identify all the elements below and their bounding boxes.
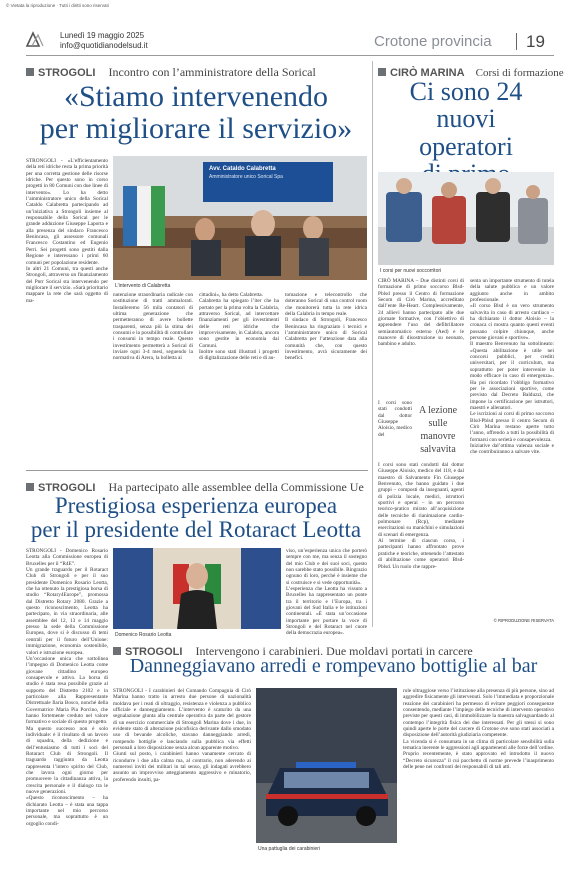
sorical-headline-line2: per migliorare il servizio» bbox=[39, 111, 353, 145]
sorical-column-2: nutenzione straordinaria radicale con sostituzione di tratti ammalorati. Installeremo 56 mila contatori di ultima generazione che permetteranno di avere bollette trasparenti, senza più la stima dei consumi e la possibilità di controllare i consumi in tempo reale. Questo investimento permetterà a Sorical di inviare ogni 3-4 mesi, seguendo la normativa di Arera, la bolletta ai bbox=[113, 292, 193, 362]
section-square-icon bbox=[113, 647, 121, 655]
section-square-icon bbox=[26, 483, 34, 491]
carabinieri-column-2: role oltraggiose verso l’istituzione alla presenza di più persone, sino ad aggredire fisicamente gli intervenuti. Solo l’immediata e proporzionale reazione dei carabinieri ha permesso di evitare peggiori conseguenze consentendo, mediante l’impiego delle tecniche di intervento operativo previste per questi casi, di immobilizzare la maestra salvaguardando al contempo l’integrità fisica dei due interessati. Per gli stessi si sono quindi aperte le porte del carcere di Crotone ove sono stati associati a disposizione dell’autorità giudiziaria competente. La vicenda si è consumata in un clima di particolare sensibilità sulla tematica inerente le aggressioni agli appartenenti alle forze dell’ordine. Proprio recentemente, è stato approvato ed introdotto il nuovo “Decreto sicurezza” il cui pacchetto di norme prevede l’inasprimento delle pene nei confronti dei responsabili di tali atti. bbox=[403, 688, 554, 771]
sorical-photo-caption: L’intervento di Calabretta bbox=[115, 283, 171, 289]
banner-name: Avv. Cataldo Calabretta bbox=[209, 166, 276, 172]
header-rule bbox=[26, 55, 554, 56]
section-name: Crotone provincia bbox=[374, 33, 492, 50]
rotaract-tag: STROGOLI bbox=[38, 482, 96, 494]
ciro-photo bbox=[378, 172, 554, 265]
ciro-column-1-bottom: I corsi sono stati condotti dal dottor Giuseppe Aloisio, medico del 118, e dal maestro di Salvamento Fin Giuseppe Benvenuto, che hanno guidato i due gruppi – composti da insegnanti, agenti di polizia locale, medici, istruttori sportivi e operai – in un percorso teorico-pratico mirato all’acquisizione delle tecniche di rianimazione cardio-polmonare (Rcp), mediante esercitazioni su manichini e simulazioni di scenari di emergenza. Al termine di ciascun corso, i partecipanti hanno affrontato prove pratiche e teoriche, ottenendo l’attestato di abilitazione come operatori Blsd-Pblsd. Un ruolo che rappre- bbox=[378, 462, 464, 570]
page-number: 19 bbox=[526, 32, 545, 51]
sorical-bottom-rule bbox=[26, 470, 368, 471]
rotaract-photo bbox=[113, 548, 281, 629]
ciro-tag: CIRÒ MARINA bbox=[390, 67, 465, 79]
carabinieri-photo-caption: Una pattuglia dei carabinieri bbox=[258, 846, 320, 852]
copyright-notice: © Vietata la riproduzione · Tutti i diritti sono riservati bbox=[6, 3, 109, 8]
sorical-subhead: Incontro con l’amministratore della Sorical bbox=[108, 65, 316, 79]
ciro-column-1-narrow: I corsi sono stati condotti dal dottor Giuseppe Aloisio, medico del bbox=[378, 400, 412, 438]
ciro-column-1-top: CIRÒ MARINA – Due distinti corsi di formazione di primo soccorso Blsd-Pblsd presso il Centro di formazione Secom di Cirò Marina, accreditato dall’ente Re-Heart. Complessivamente, 24 allievi hanno partecipato alle due giornate formative, con l’obiettivo di apprendere l’uso del defibrillatore semiautomatico esterno (Aed) e le manovre di disostruzione su neonato, bambino e adulto. bbox=[378, 278, 464, 348]
issue-date: Lunedì 19 maggio 2025 bbox=[60, 31, 145, 40]
ciro-headline-line2: operatori bbox=[419, 131, 513, 161]
ciro-subhead: Corsi di formazione bbox=[475, 67, 564, 79]
ciro-headline-line1: Ci sono 24 nuovi bbox=[409, 77, 523, 134]
sorical-column-1: STRONGOLI - «L’efficientamento della reti idriche resta la prima priorità per una corretta gestione delle risorse idriche. Per questo sono in corso progetti in 80 Comuni con due linee di intervento». Lo ha detto l’amministratore unico della Sorical Cataldo Calabretta partecipando ad un’iniziativa a Strongoli insieme al responsabile della Sorical per le grande adduzione Giuseppe Laporta e alla presenza del sindaco Francesco Benincasa, gli assessore comunali Francesco Costantino ed Eugenio Perri. Sei progetti sono gestiti dalla Regione e interessano i primi 60 comuni per popolazione residente. In altri 21 Comuni, tra questi anche Strongoli, attraverso un finanziamento del Pnrr Sorical sta intervenendo per migliorare il servizio. «Sarà prioritario mappare la rete che sarà oggetto di ma- bbox=[26, 158, 108, 304]
ciro-column-2: senta un importante strumento di tutela della salute pubblica e un valore aggiunto anche in ambito professionale. «Il corso Blsd è un vero strumento salvavita in caso di arresto cardiaco – ha dichiarato il dottor Aloisio – la cronaca ci mostra quanto questi eventi possano colpire chiunque, anche persone giovani e sportive». Il maestro Benvenuto ha sottolineato: «Questa abilitazione è utile nei concorsi pubblici, per crediti universitari, per il curriculum, ma soprattutto per poter intervenire in modo efficace in caso di emergenza». Ha poi ricordato l’obbligo formativo per le associazioni sportive, come previsto dal Decreto Balduzzi, che impone la certificazione per istruttori, maestri e allenatori. Le iscrizioni ai corsi di primo soccorso Blsd-Pblsd presso il centro Secom di Cirò Marina restano aperte tutto l’anno, offrendo a tutti la possibilità di formarsi con serietà e consapevolezza. Iniziative dal’ottima valenza sociale e che contribuiranno a salvare vite. bbox=[470, 278, 554, 456]
carabinieri-headline: Danneggiavano arredi e rompevano bottiglie al bar bbox=[129, 655, 538, 677]
sorical-tag: STROGOLI bbox=[38, 67, 96, 79]
rotaract-column-2: viso, un’esperienza unica che porterò sempre con me, ma senza il sostegno del mio Club e dei suoi soci, questo non sarebbe stato possibile. Ringrazio ognuno di loro, perché è insieme che si costruisce e si vede opportunità». L’esperienza che Leotta ha vissuto a Bruxelles ha rappresentato un ponte tra il territorio e l’Europa, tra i giovani del Sud Italia e le istituzioni continentali. «È stata un’occasione importante per portare la voce di Strongoli e del Rotaract nel cuore della democrazia europea». bbox=[286, 548, 367, 637]
rotaract-headline-line2: per il presidente del Rotaract Leotta bbox=[30, 517, 362, 543]
ciro-photo-caption: I corsi per nuovi soccorritori bbox=[380, 268, 442, 274]
section-square-icon bbox=[26, 68, 34, 76]
ciro-pullquote: A lezione sulle manovre salvavita bbox=[418, 405, 458, 455]
rotaract-headline-line1: Prestigiosa esperienza europea bbox=[54, 493, 338, 518]
carabinieri-subhead: Intervengono i carabinieri. Due moldavi portati in carcere bbox=[195, 644, 473, 658]
sorical-headline-line1: «Stiamo intervenendo bbox=[63, 80, 329, 113]
vertical-divider bbox=[372, 61, 373, 627]
section-square-icon bbox=[378, 68, 386, 76]
sorical-headline bbox=[26, 81, 366, 144]
sorical-kicker bbox=[26, 61, 316, 80]
sorical-column-4: tomazione e telecontrollo che doteranno Sorical di una control room che monitorerà tutta la rete idrica della Calabria in tempo reale. Il sindaco di Strongoli, Francesco Benincasa ha ringraziato i tecnici e l’amministratore unico di Sorical Calabretta per l’attenzione data alla comunità che, con questo investimento, avrà sicuramente dei benefici. bbox=[285, 292, 367, 362]
rotaract-headline bbox=[26, 494, 366, 542]
rotaract-column-1: STRONGOLI - Domenico Rosario Leotta alla Commissione europea di Bruxelles per il “R4E”. Un grande traguardo per il Rotaract Club di Strongoli e per il suo presidente Domenico Rosario Leotta, che ha ottenuto la prestigiosa borsa di studio “Rotary4Europe”, promossa dal Distretto Rotary 2080. Grazie a questo riconoscimento, Leotta ha partecipato, in via straordinaria, alle assemblee del 12, 13 e 14 maggio presso la sede della Commissione Europea, dove si è discusso di temi centrali per il futuro dell’Unione: immigrazione, economia sostenibile, valori e istruzione europea. Un’occasione unica che sottolinea l’impegno di Domenico Leotta come giovane cittadino europeo consapevole e attivo. La borsa di studio è stata resa possibile grazie al supporto del Distretto 2102 e in particolare alla Rappresentante Distrettuale Ilaria Bosco, nonché della Governatrice Maria Pia Porcino, che hanno fortemente creduto nel valore formativo e sociale di questo progetto. Ma questo successo non è solo individuale: è il risultato di un lavoro di squadra, della dedizione e dell’entusiasmo di tutti i soci del Rotaract Club di Strongoli. Il traguardo raggiunto da Leotta rappresenta l’intero spirito del Club, che lavora ogni giorno per promuovere la cittadinanza attiva, la crescita personale e il dialogo tra le nuove generazioni. «Questo riconoscimento – ha dichiarato Leotta – è stata una tappa importante nel mio percorso personale, ma soprattutto è un orgoglio condi- bbox=[26, 548, 108, 827]
carabinieri-column-1: STRONGOLI - I carabinieri del Comando Compagnia di Cirò Marina hanno tratto in arresto due persone di nazionalità moldava per i reati di oltraggio, resistenza e violenza a pubblico ufficiale e danneggiamento. L’intervento è scaturito da una segnalazione giunta alla centrale operativa da parte del gestore di un esercizio commerciale di Strongoli Marina dove i due, in evidente stato di alterazione psicofisica derivante dallo smodato uso di bevande alcoliche, stavano danneggiando arredi, rompendo bottiglie e lanciando sulla pubblica via effetti personali a loro disposizione senza alcun apparente motivo. Giunti sul posto, i carabinieri hanno vanamente cercato di ricondurre i due alla calma ma, al contrario, non aderendo ai numerosi inviti dei militari in tal senso, gli indagati avrebbero assunto un improvviso atteggiamento aggressivo e minatorio, proferendo insulti, pa- bbox=[113, 688, 251, 783]
header-divider bbox=[516, 33, 517, 50]
contact-email[interactable]: info@quotidianodelsud.it bbox=[60, 41, 148, 50]
banner-role: Amministratore unico Sorical Spa bbox=[209, 174, 283, 180]
carabinieri-photo bbox=[256, 688, 397, 843]
newspaper-logo-icon bbox=[26, 32, 44, 47]
rotaract-photo-caption: Domenico Rosario Leotta bbox=[115, 632, 172, 638]
sorical-photo bbox=[113, 156, 367, 280]
rotaract-subhead: Ha partecipato alle assemblee della Commissione Ue bbox=[108, 480, 364, 494]
ciro-signature: © RIPRODUZIONE RISERVATA bbox=[493, 618, 554, 623]
carabinieri-tag: STROGOLI bbox=[125, 646, 183, 658]
sorical-column-3: cittadini», ha detto Calabretta. Calabretta ha spiegato l’iter che ha portato per la prima volta la Calabria, attraverso Sorical, ad intercettare finanziamenti per gli investimenti delle reti idriche che improvvisamente, in Calabria, ancora sono gestite in economia dai Comuni. Inoltre sono stati illustrati i progetti di digitalizzazione delle reti e di au- bbox=[199, 292, 279, 362]
